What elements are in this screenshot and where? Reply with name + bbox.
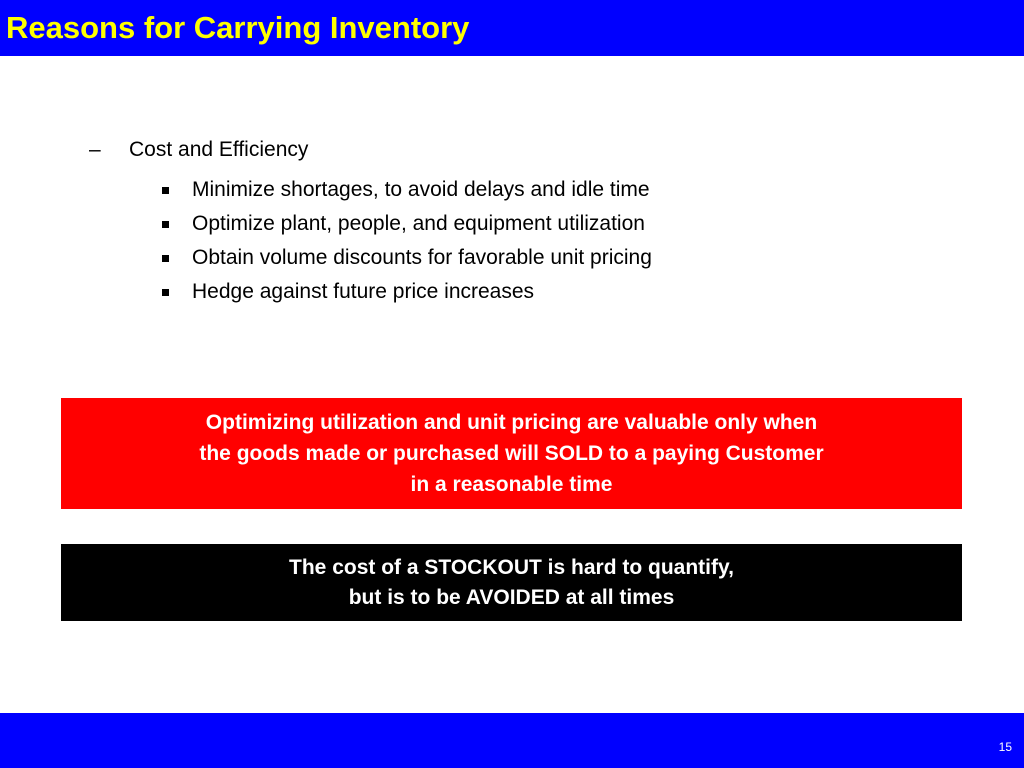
highlight-callout-box: [61, 398, 962, 509]
callout-line: the goods made or purchased will SOLD to a paying Customer: [199, 442, 824, 465]
square-bullet-icon: [162, 221, 169, 228]
callout-line: Optimizing utilization and unit pricing are valuable only when: [205, 411, 818, 434]
square-bullet-icon: [162, 289, 169, 296]
slide-title: Reasons for Carrying Inventory: [6, 10, 470, 45]
level1-label: Cost and Efficiency: [129, 138, 309, 161]
title-bar: [0, 0, 1024, 56]
bullet-item: [162, 241, 652, 275]
bullet-text: Hedge against future price increases: [192, 280, 535, 303]
square-bullet-icon: [162, 255, 169, 262]
callout-line: The cost of a STOCKOUT is hard to quantify,: [289, 556, 734, 579]
bullet-text: Obtain volume discounts for favorable unit pricing: [192, 246, 652, 269]
stockout-callout-box: [61, 544, 962, 621]
bullet-item: [162, 275, 652, 309]
bullet-item: [162, 173, 652, 207]
bullet-list: [162, 173, 652, 309]
callout-line: in a reasonable time: [410, 473, 613, 496]
level1-item-cost-efficiency: [89, 137, 308, 163]
square-bullet-icon: [162, 187, 169, 194]
footer-bar: [0, 713, 1024, 768]
bullet-text: Optimize plant, people, and equipment utilization: [192, 212, 645, 235]
bullet-text: Minimize shortages, to avoid delays and idle time: [192, 178, 650, 201]
callout-line: but is to be AVOIDED at all times: [348, 586, 675, 609]
page-number: 15: [998, 740, 1012, 754]
bullet-item: [162, 207, 652, 241]
dash-marker: –: [89, 138, 101, 161]
